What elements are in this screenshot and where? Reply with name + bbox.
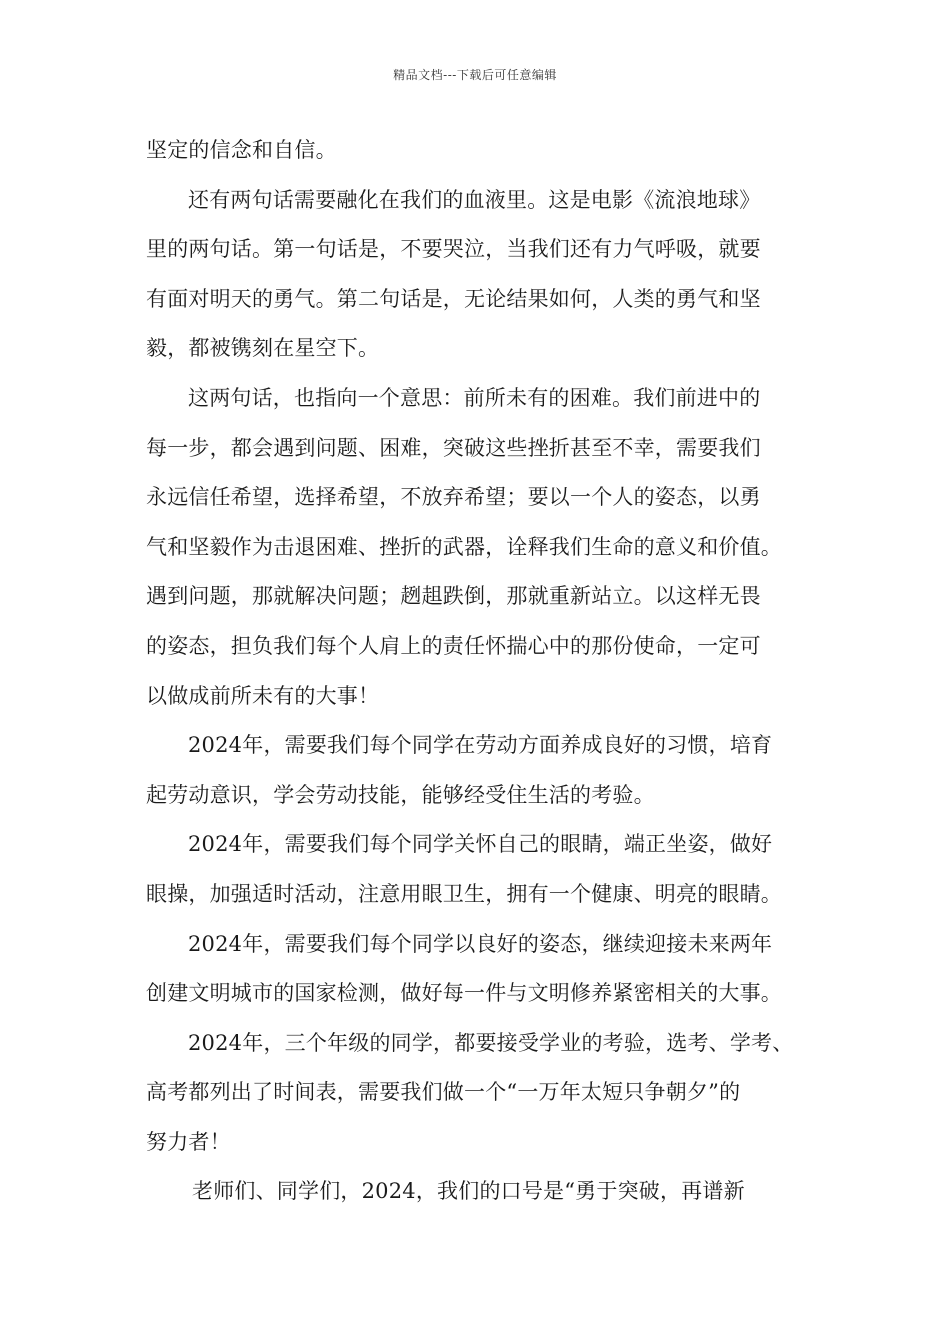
text-line: 创建文明城市的国家检测，做好每一件与文明修养紧密相关的大事。 [146, 981, 782, 1006]
text-line: 毅，都被镌刻在星空下。 [146, 336, 380, 361]
text-line: 里的两句话。第一句话是，不要哭泣，当我们还有力气呼吸，就要 [146, 237, 761, 262]
text-line: 还有两句话需要融化在我们的血液里。这是电影《流浪地球》 [188, 187, 761, 212]
text-line: 气和坚毅作为击退困难、挫折的武器，诠释我们生命的意义和价值。 [146, 534, 782, 559]
text-line: 努力者！ [146, 1129, 231, 1154]
text-line: 遇到问题，那就解决问题；趔趄跌倒，那就重新站立。以这样无畏 [146, 584, 761, 609]
text-line: 2024年，需要我们每个同学以良好的姿态，继续迎接未来两年 [188, 931, 773, 956]
text-line: 这两句话，也指向一个意思：前所未有的困难。我们前进中的 [188, 385, 761, 410]
text-line: 起劳动意识，学会劳动技能，能够经受住生活的考验。 [146, 782, 655, 807]
document-body [146, 126, 810, 1217]
text-line: 老师们、同学们，2024，我们的口号是“勇于突破，再谱新 [192, 1179, 745, 1204]
text-line: 2024年，需要我们每个同学关怀自己的眼睛，端正坐姿，做好 [188, 832, 773, 857]
text-line: 的姿态，担负我们每个人肩上的责任怀揣心中的那份使命，一定可 [146, 633, 761, 658]
page-header: 精品文档---下载后可任意编辑 [393, 68, 557, 82]
text-line: 坚定的信念和自信。 [146, 138, 337, 162]
text-line: 以做成前所未有的大事！ [146, 683, 380, 708]
text-line: 每一步，都会遇到问题、困难，突破这些挫折甚至不幸，需要我们 [146, 435, 761, 460]
text-line: 高考都列出了时间表，需要我们做一个“一万年太短只争朝夕”的 [146, 1080, 741, 1105]
text-line: 2024年，需要我们每个同学在劳动方面养成良好的习惯，培育 [188, 733, 773, 758]
text-line: 眼操，加强适时活动，注意用眼卫生，拥有一个健康、明亮的眼睛。 [146, 881, 782, 906]
text-line: 有面对明天的勇气。第二句话是，无论结果如何，人类的勇气和坚 [146, 286, 761, 311]
text-line: 永远信任希望，选择希望，不放弃希望；要以一个人的姿态，以勇 [146, 485, 761, 510]
text-line: 2024年，三个年级的同学，都要接受学业的考验，选考、学考、 [188, 1030, 794, 1055]
